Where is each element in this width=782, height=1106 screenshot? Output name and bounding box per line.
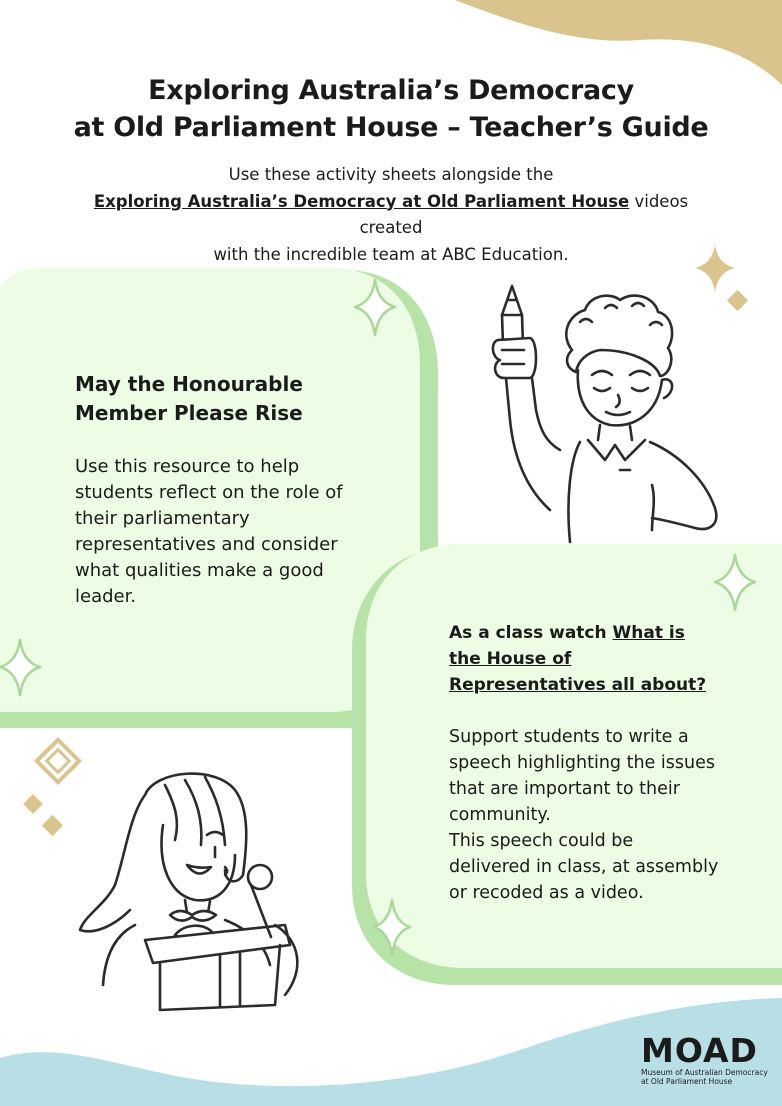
card-may-the-honourable-member	[75, 370, 360, 610]
card-class-activity	[449, 620, 719, 906]
card2-body-paragraph-1: Support students to write a speech highlighting the issues that are important to their community.	[449, 727, 715, 825]
card1-title-line-1: May the Honourable	[75, 372, 303, 396]
title-line-1: Exploring Australia’s Democracy	[148, 75, 634, 106]
card1-body: Use this resource to help students reflect on the role of their parliamentary representatives and consider what qualities make a good leader.	[75, 456, 343, 607]
card1-title	[75, 370, 360, 428]
card2-body	[449, 724, 719, 906]
gold-diamonds-icon	[23, 740, 79, 836]
intro-line-2-suffix: videos created	[359, 191, 689, 237]
house-of-representatives-video-link[interactable]: What is the House of Representatives all about?	[449, 623, 707, 695]
boy-raising-pencil-illustration	[480, 280, 730, 550]
videos-link[interactable]: Exploring Australia’s Democracy at Old Parliament House	[93, 191, 630, 211]
intro-paragraph	[60, 162, 722, 268]
logo-subtitle-line-2: at Old Parliament House	[641, 1076, 733, 1086]
gold-diamond-icon	[727, 290, 748, 311]
card1-title-line-2: Member Please Rise	[75, 401, 303, 425]
moad-logo	[641, 1033, 768, 1086]
card2-body-paragraph-2: This speech could be delivered in class, at assembly or recoded as a video.	[449, 831, 719, 903]
intro-line-2	[60, 189, 722, 242]
title-line-2: at Old Parliament House – Teacher’s Guide	[73, 112, 709, 143]
page-title	[0, 72, 782, 146]
intro-line-3: with the incredible team at ABC Education.	[213, 244, 569, 264]
logo-wordmark: MOAD	[641, 1031, 758, 1070]
card2-heading	[449, 620, 719, 698]
card2-heading-prefix: As a class watch	[449, 623, 613, 643]
intro-line-1: Use these activity sheets alongside the	[228, 165, 554, 184]
girl-giving-speech-illustration	[75, 765, 315, 1015]
logo-subtitle-line-1: Museum of Australian Democracy	[641, 1068, 768, 1077]
